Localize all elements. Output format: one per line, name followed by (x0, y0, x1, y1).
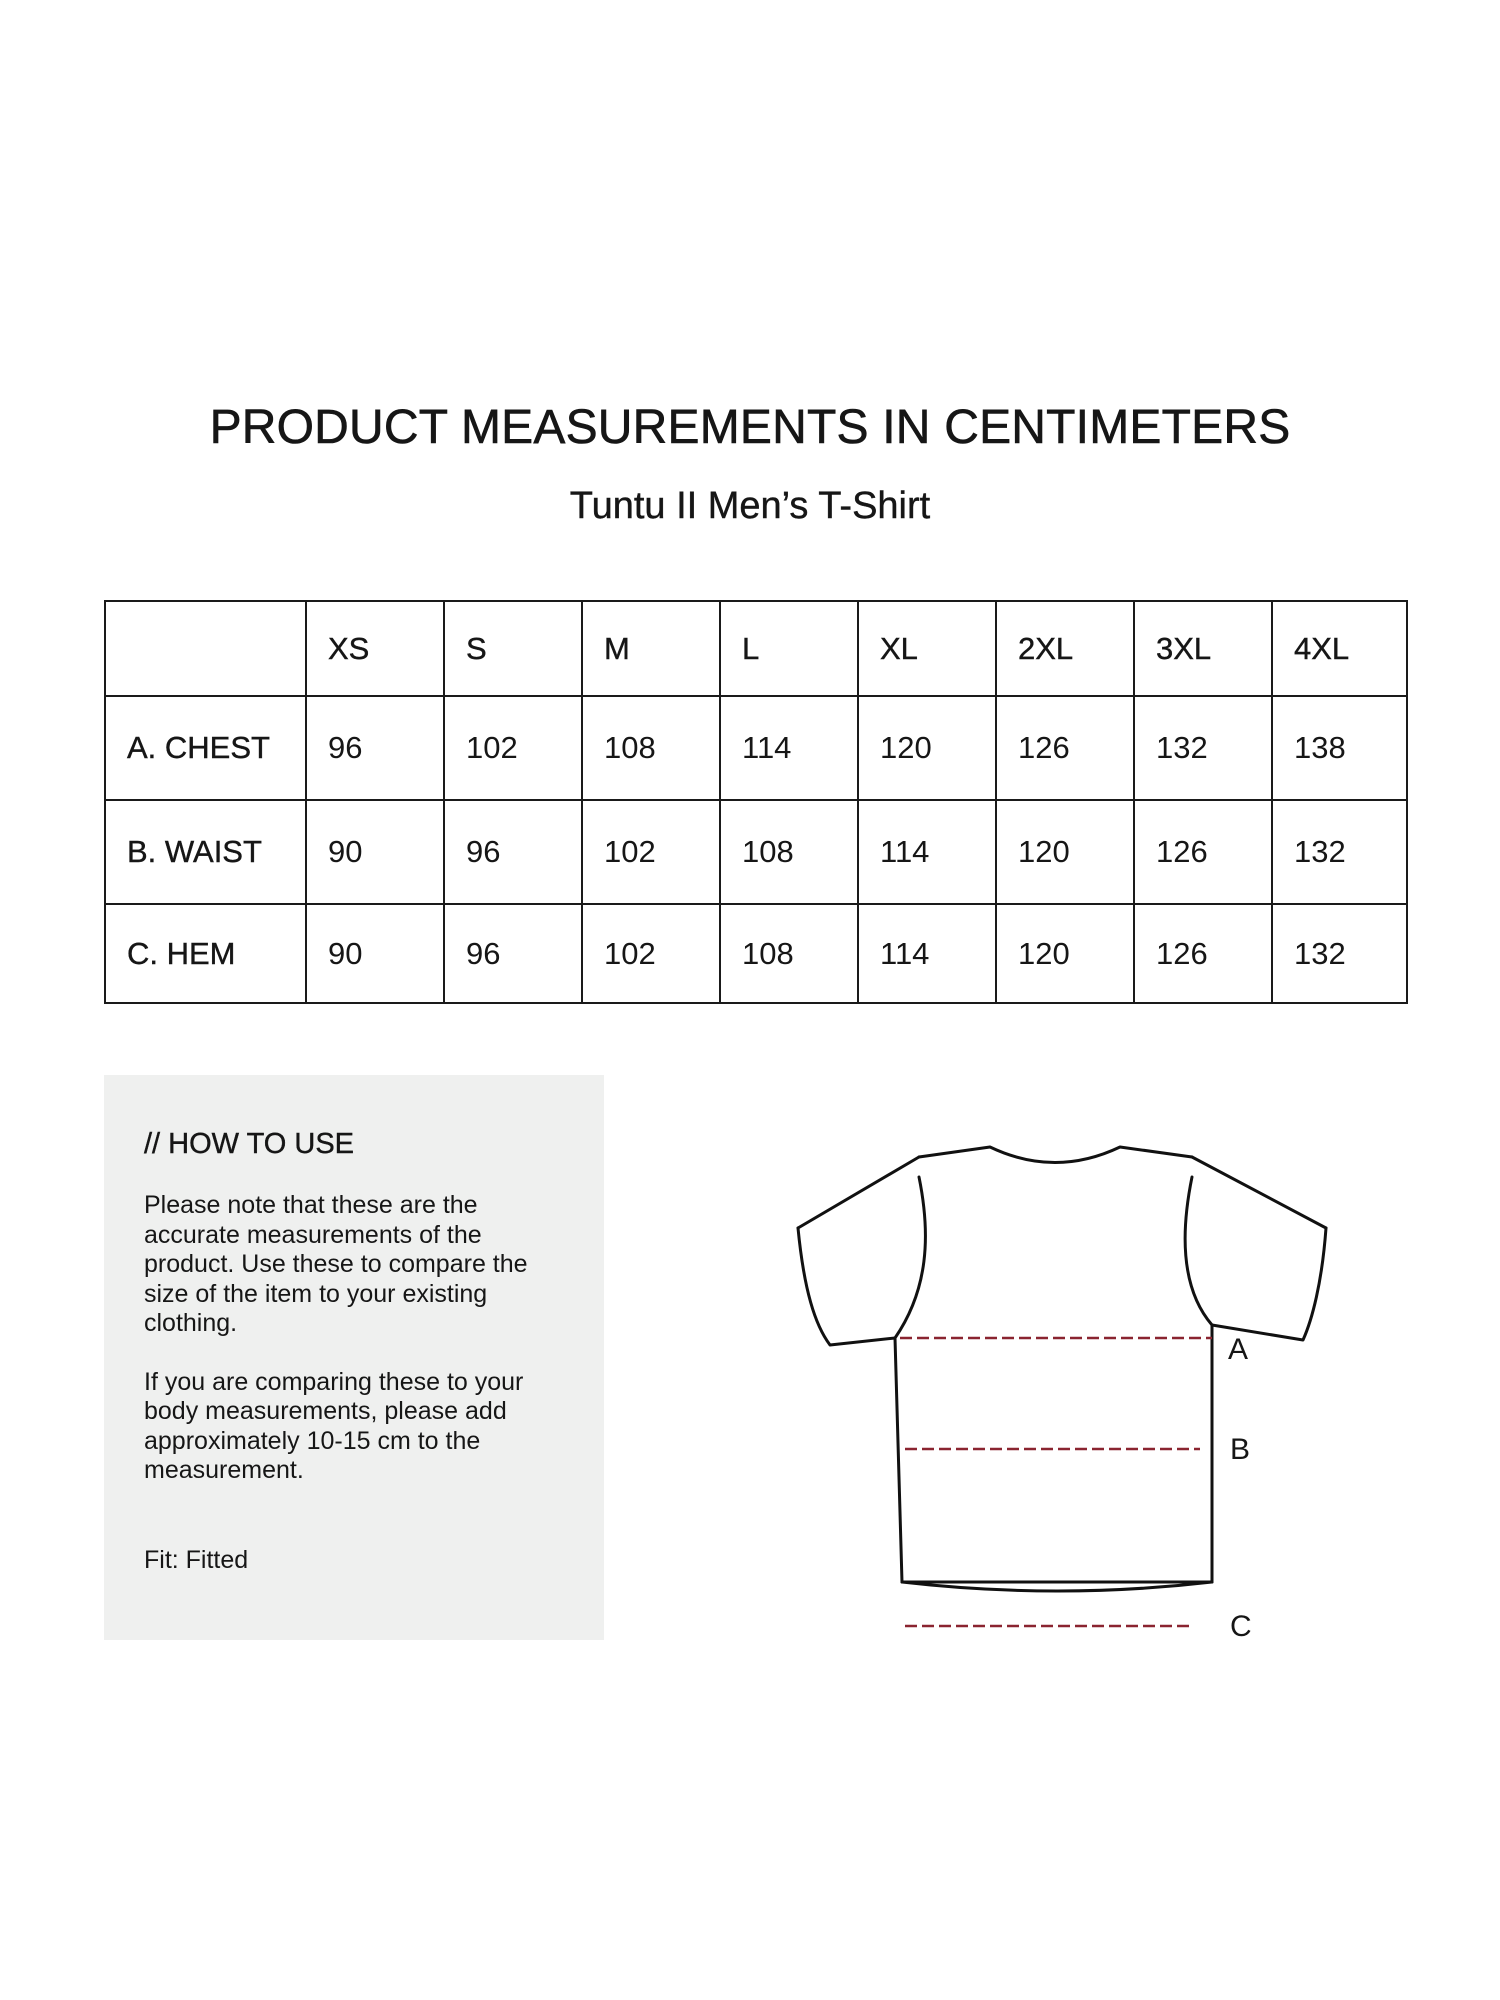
table-cell: 126 (996, 696, 1134, 800)
table-cell: 90 (306, 904, 444, 1003)
size-header-cell: XL (858, 601, 996, 696)
tshirt-outline (798, 1147, 1326, 1591)
table-cell: 108 (582, 696, 720, 800)
table-cell: 132 (1134, 696, 1272, 800)
table-cell: 114 (858, 800, 996, 904)
table-cell: 114 (720, 696, 858, 800)
table-cell: 96 (444, 904, 582, 1003)
table-cell: 120 (858, 696, 996, 800)
size-header-cell: S (444, 601, 582, 696)
row-label: C. HEM (105, 904, 306, 1003)
tshirt-left-side (895, 1338, 902, 1582)
size-header-cell: XS (306, 601, 444, 696)
table-cell: 132 (1272, 800, 1407, 904)
table-cell: 138 (1272, 696, 1407, 800)
how-to-use-heading: // HOW TO USE (144, 1128, 355, 1160)
tshirt-right-armhole (1185, 1177, 1212, 1325)
table-cell: 96 (444, 800, 582, 904)
tshirt-right-shoulder (1192, 1157, 1326, 1228)
table-cell: 108 (720, 800, 858, 904)
table-cell: 132 (1272, 904, 1407, 1003)
row-label: B. WAIST (105, 800, 306, 904)
table-cell: 126 (1134, 904, 1272, 1003)
tshirt-right-sleeve (1212, 1228, 1326, 1340)
fit-note: Fit: Fitted (144, 1545, 249, 1574)
table-cell: 120 (996, 800, 1134, 904)
table-cell: 90 (306, 800, 444, 904)
table-cell: 120 (996, 904, 1134, 1003)
table-cell: 102 (582, 800, 720, 904)
tshirt-collar (919, 1147, 1192, 1163)
tshirt-left-shoulder (798, 1157, 919, 1228)
table-cell: 102 (444, 696, 582, 800)
size-header-cell: L (720, 601, 858, 696)
product-name: Tuntu II Men’s T-Shirt (569, 485, 931, 527)
how-to-use-paragraph: If you are comparing these to your body measurements, please add approximately 10-15 cm to the measurement. (144, 1367, 524, 1484)
table-cell: 102 (582, 904, 720, 1003)
tshirt-left-armhole (895, 1177, 925, 1338)
table-cell: 108 (720, 904, 858, 1003)
size-header-cell: 4XL (1272, 601, 1407, 696)
table-cell: 96 (306, 696, 444, 800)
how-to-use-paragraph: Please note that these are the accurate measurements of the product. Use these to compare the size of the item to your existing clothing. (144, 1191, 528, 1337)
table-cell: 114 (858, 904, 996, 1003)
size-header-cell: 3XL (1134, 601, 1272, 696)
label-b: B (1230, 1433, 1251, 1466)
label-a: A (1228, 1333, 1249, 1366)
row-label: A. CHEST (105, 696, 306, 800)
label-c: C (1230, 1610, 1252, 1643)
page-title: PRODUCT MEASUREMENTS IN CENTIMETERS (209, 401, 1291, 454)
size-header-cell: 2XL (996, 601, 1134, 696)
table-cell: 126 (1134, 800, 1272, 904)
size-header-cell: M (582, 601, 720, 696)
tshirt-left-sleeve (798, 1228, 895, 1345)
